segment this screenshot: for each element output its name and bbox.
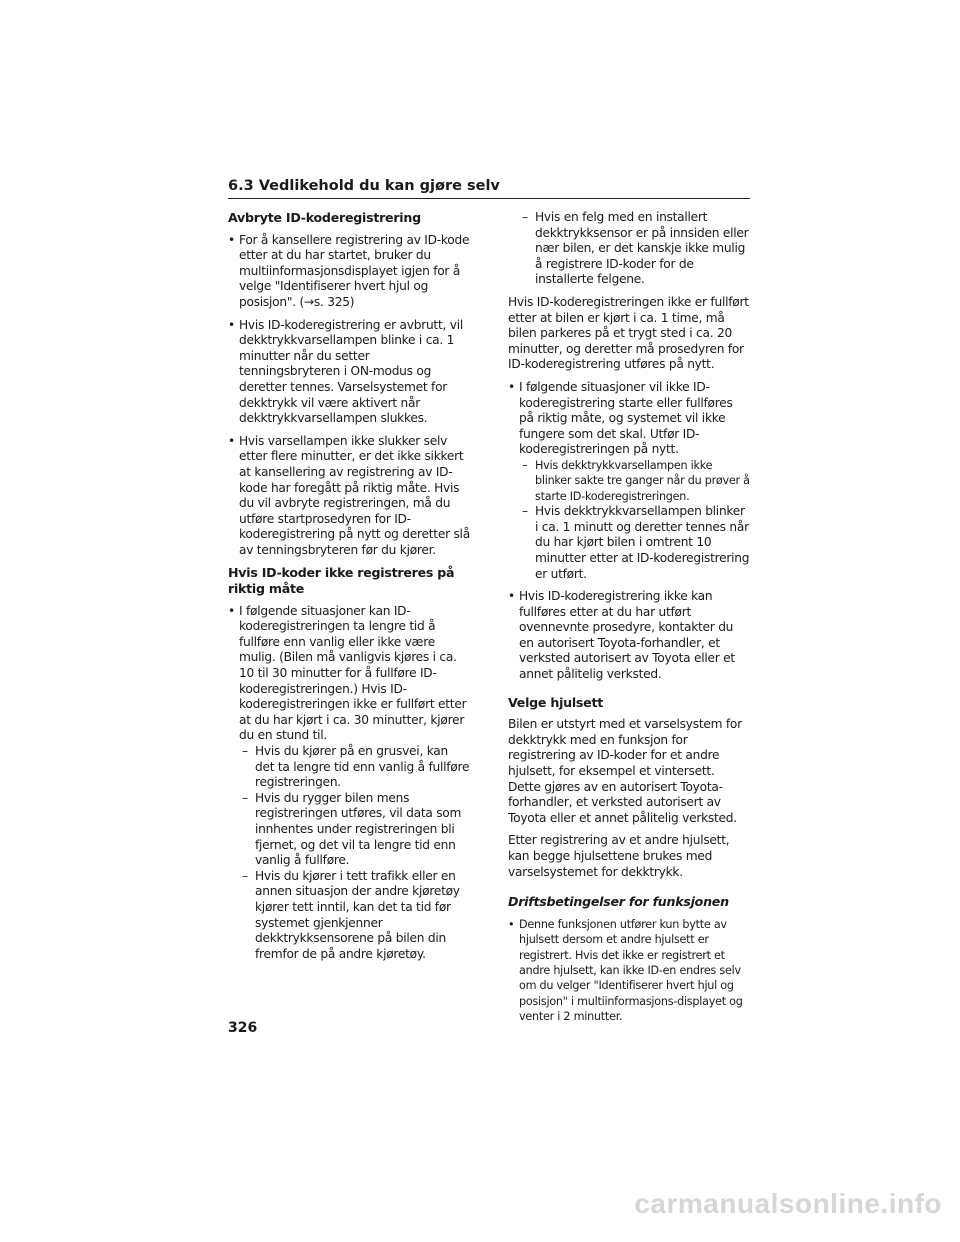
dash-item: – Hvis du rygger bilen mens registreringen utføres, vil data som innhentes under registreringen bli fjernet, og det vil ta lengre tid enn vanlig å fullføre.	[228, 791, 470, 869]
heading-operating-conditions: Driftsbetingelser for funksjonen	[508, 894, 729, 910]
watermark: carmanualsonline.info	[634, 1188, 942, 1219]
dash-item: – Hvis dekktrykkvarsellampen ikke blinker sakte tre ganger når du prøver å starte ID-koderegistreringen.	[508, 458, 750, 504]
bullet-item: • I følgende situasjoner vil ikke ID-koderegistrering starte eller fullføres på riktig måte, og systemet vil ikke fungere som det skal. Utfør ID-koderegistreringen på nytt.	[508, 380, 750, 458]
bullet-item: • For å kansellere registrering av ID-kode etter at du har startet, bruker du multiinformasjonsdisplayet igjen for å velge "Identifiserer hvert hjul og posisjon". (→s. 325)	[228, 233, 470, 311]
heading-select-wheel-set: Velge hjulsett	[508, 694, 603, 710]
bullet-item: • Hvis varsellampen ikke slukker selv etter flere minutter, er det ikke sikkert at kansellering av registrering av ID-kode har foregått på riktig måte. Hvis du vil avbryte registreringen, må du utføre startprosedyren for ID-koderegistrering på nytt og deretter slå av tenningsbryteren før du kjører.	[228, 434, 470, 559]
page-number: 326	[228, 1020, 258, 1036]
dash-item: – Hvis du kjører på en grusvei, kan det ta lengre tid enn vanlig å fullføre registreringen.	[228, 744, 470, 791]
paragraph: Etter registrering av et andre hjulsett, kan begge hjulsettene brukes med varselsystemet for dekktrykk.	[508, 833, 730, 879]
dash-item: – Hvis dekktrykkvarsellampen blinker i ca. 1 minutt og deretter tennes når du har kjørt bilen i omtrent 10 minutter etter at ID-koderegistrering er utført.	[508, 504, 750, 582]
bullet-item: • Denne funksjonen utfører kun bytte av hjulsett dersom et andre hjulsett er registrert. Hvis det ikke er registrert et andre hjulsett, kan ikke ID-en endres selv om du velger "Identifiserer hvert hjul og posisjon" i multiinformasjons-displayet og venter i 2 minutter.	[508, 917, 750, 1025]
section-header: 6.3 Vedlikehold du kan gjøre selv	[228, 178, 750, 199]
heading-id-not-registered: Hvis ID-koder ikke registreres på riktig måte	[228, 565, 455, 597]
bullet-item: • Hvis ID-koderegistrering er avbrutt, vil dekktrykkvarsellampen blinke i ca. 1 minutter når du setter tenningsbryteren i ON-modus og deretter tennes. Varselsystemet for dekktrykk vil være aktivert når dekktrykkvarsellampen slukkes.	[228, 318, 470, 427]
bullet-item: • Hvis ID-koderegistrering ikke kan fullføres etter at du har utført ovennevnte prosedyre, kontakter du en autorisert Toyota-forhandler, et verksted autorisert av Toyota eller et annet pålitelig verksted.	[508, 589, 750, 683]
dash-item: – Hvis du kjører i tett trafikk eller en annen situasjon der andre kjøretøy kjører tett inntil, kan det ta tid før systemet gjenkjenner dekktrykksensorene på bilen din fremfor de på andre kjøretøy.	[228, 869, 470, 963]
left-column	[228, 210, 470, 962]
paragraph: Hvis ID-koderegistreringen ikke er fullført etter at bilen er kjørt i ca. 1 time, må bilen parkeres på et trygt sted i ca. 20 minutter, og deretter må prosedyren for ID-koderegistrering utføres på nytt.	[508, 294, 749, 372]
heading-cancel-registration: Avbryte ID-koderegistrering	[228, 210, 421, 225]
paragraph: Bilen er utstyrt med et varselsystem for dekktrykk med en funksjon for registrering av ID-koder for et andre hjulsett, for eksempel et vintersett. Dette gjøres av en autorisert Toyota-forhandler, et verksted autorisert av Toyota eller et annet pålitelig verksted.	[508, 717, 742, 825]
right-column	[508, 210, 750, 1032]
dash-item: – Hvis en felg med en installert dekktrykksensor er på innsiden eller nær bilen, er det kanskje ikke mulig å registrere ID-koder for de installerte felgene.	[508, 210, 750, 288]
bullet-item: • I følgende situasjoner kan ID-koderegistreringen ta lengre tid å fullføre enn vanlig eller ikke være mulig. (Bilen må vanligvis kjøres i ca. 10 til 30 minutter for å fullføre ID-koderegistreringen.) Hvis ID-koderegistreringen ikke er fullført etter at du har kjørt i ca. 30 minutter, kjører du en stund til.	[228, 604, 470, 744]
